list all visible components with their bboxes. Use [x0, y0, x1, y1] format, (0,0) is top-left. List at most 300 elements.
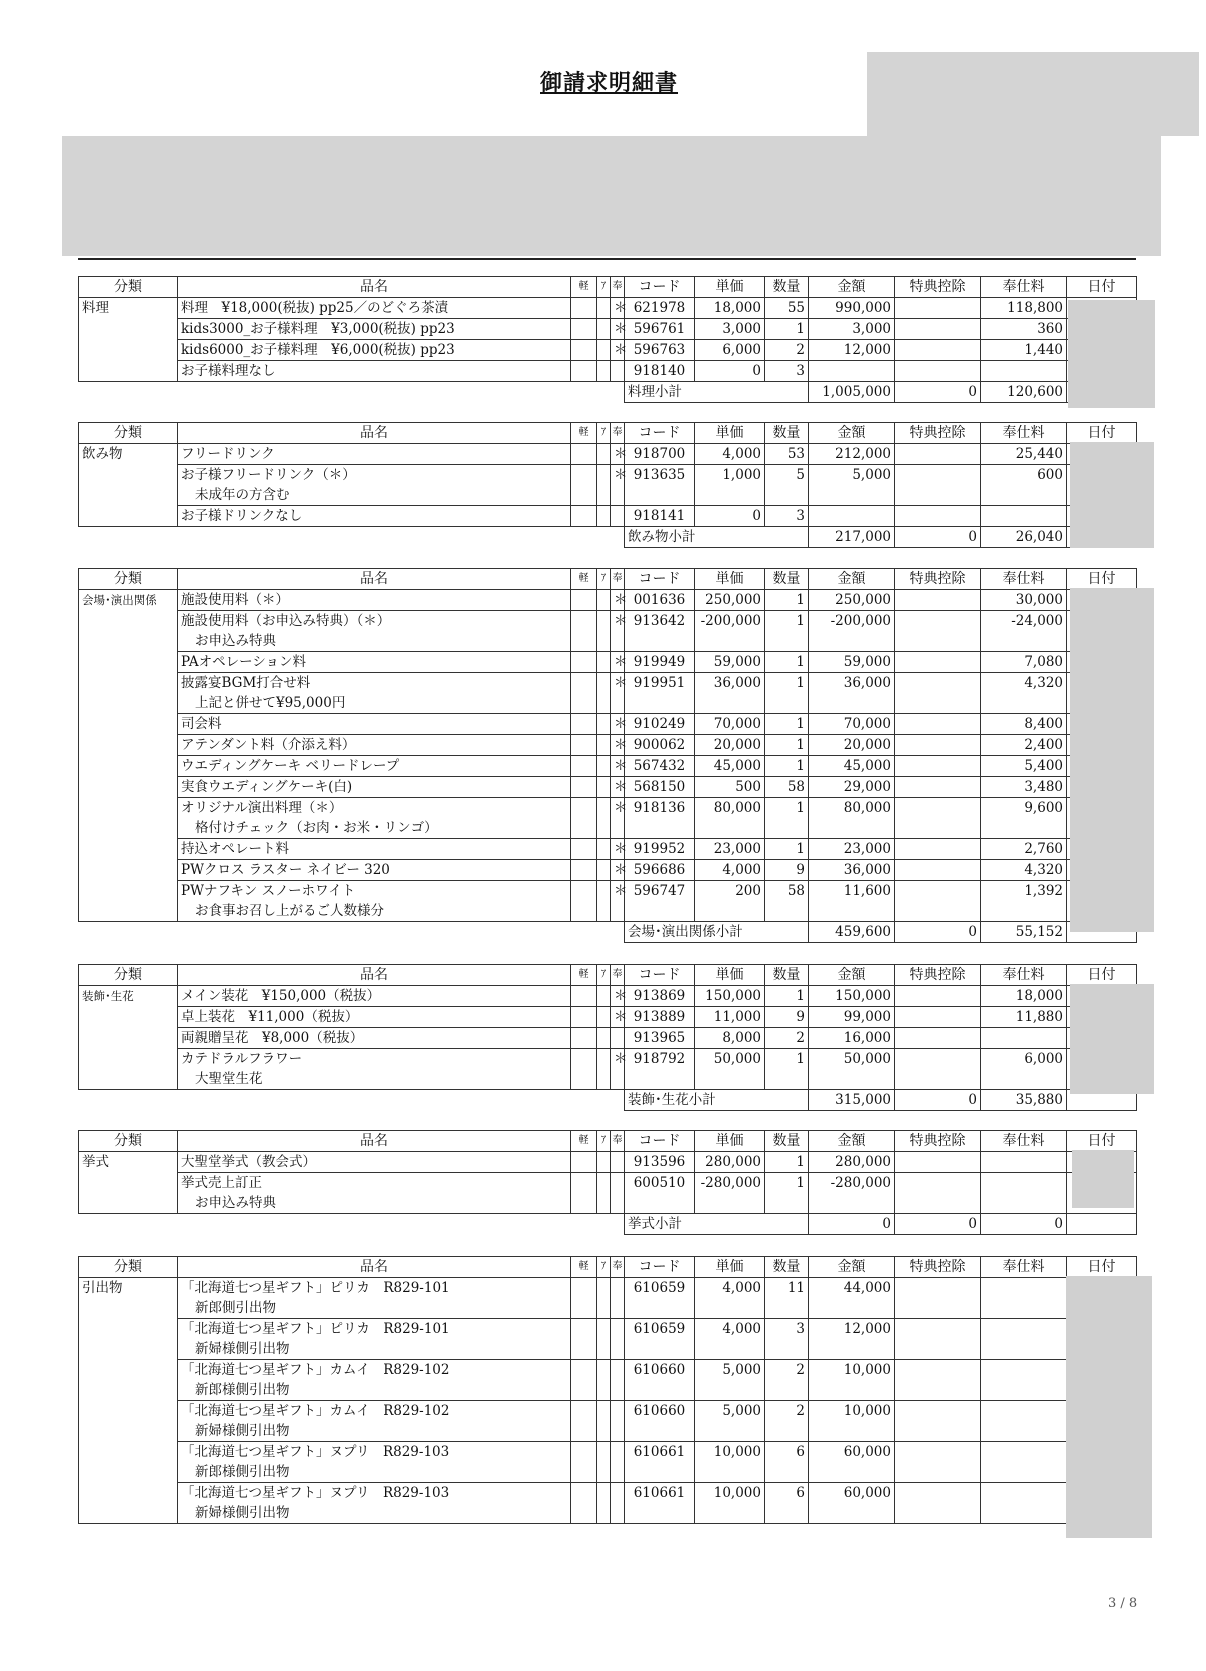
flag-light: [571, 735, 597, 756]
item-note: お食事お召し上がるご人数様分: [195, 903, 384, 919]
deduction: [895, 319, 981, 340]
service-mark: ＊: [611, 611, 625, 652]
deduction: [895, 756, 981, 777]
item-note: 新郎様側引出物: [195, 1464, 290, 1480]
column-header: 奉: [611, 965, 625, 986]
flag-a: [597, 798, 611, 839]
subtotal-service: 55,152: [981, 922, 1067, 943]
service-mark: [611, 1360, 625, 1401]
flag-light: [571, 340, 597, 361]
flag-light: [571, 1028, 597, 1049]
item-name: [178, 756, 571, 777]
amount: 212,000: [809, 444, 895, 465]
flag-light: [571, 714, 597, 735]
unit-price: 5,000: [695, 1360, 765, 1401]
column-header: 奉: [611, 1131, 625, 1152]
item-note: 新郎様側引出物: [195, 1382, 290, 1398]
unit-price: 1,000: [695, 465, 765, 506]
column-header: 奉仕料: [981, 1257, 1067, 1278]
item-code: 600510: [625, 1173, 695, 1214]
deduction: [895, 298, 981, 319]
flag-a: [597, 714, 611, 735]
item-name: [178, 298, 571, 319]
item-code: 918792: [625, 1049, 695, 1090]
unit-price: 11,000: [695, 1007, 765, 1028]
column-header: 日付: [1067, 277, 1137, 298]
item-name: [178, 506, 571, 527]
unit-price: 4,000: [695, 444, 765, 465]
section-table-5: [78, 1256, 1137, 1524]
amount: 23,000: [809, 839, 895, 860]
flag-light: [571, 1319, 597, 1360]
unit-price: 5,000: [695, 1401, 765, 1442]
table-row: [79, 652, 1137, 673]
amount: [809, 361, 895, 382]
table-row: [79, 1007, 1137, 1028]
service-fee: [981, 1028, 1067, 1049]
deduction: [895, 735, 981, 756]
table-row: [79, 340, 1137, 361]
subtotal-service: 35,880: [981, 1090, 1067, 1111]
table-row: [79, 1028, 1137, 1049]
flag-a: [597, 340, 611, 361]
item-note: 新婦様側引出物: [195, 1505, 290, 1521]
column-header: 軽: [571, 1131, 597, 1152]
column-header: 日付: [1067, 965, 1137, 986]
flag-light: [571, 444, 597, 465]
column-header: 金額: [809, 569, 895, 590]
deduction: [895, 465, 981, 506]
column-header: コード: [625, 423, 695, 444]
item-name-line: 「北海道七つ星ギフト」ピリカ R829-101: [181, 1280, 450, 1296]
deduction: [895, 1173, 981, 1214]
table-row: [79, 444, 1137, 465]
deduction: [895, 798, 981, 839]
column-header: ｱ: [597, 1257, 611, 1278]
table-row: [79, 735, 1137, 756]
table-row: [79, 506, 1137, 527]
subtotal-deduction: 0: [895, 527, 981, 548]
column-header: コード: [625, 1257, 695, 1278]
service-mark: [611, 1278, 625, 1319]
divider: [78, 258, 1136, 260]
quantity: 2: [765, 340, 809, 361]
subtotal-label: 会場･演出関係小計: [625, 922, 809, 943]
table-row: [79, 590, 1137, 611]
deduction: [895, 839, 981, 860]
service-fee: 2,760: [981, 839, 1067, 860]
category-cell: 料理: [79, 298, 178, 382]
deduction: [895, 361, 981, 382]
flag-light: [571, 1007, 597, 1028]
item-name-line: 「北海道七つ星ギフト」ヌプリ R829-103: [181, 1444, 450, 1460]
item-name: [178, 798, 571, 839]
unit-price: 0: [695, 506, 765, 527]
service-mark: ＊: [611, 881, 625, 922]
unit-price: 45,000: [695, 756, 765, 777]
redaction-date: [1066, 1276, 1152, 1538]
quantity: 1: [765, 590, 809, 611]
table-row: [79, 1360, 1137, 1401]
column-header: 奉: [611, 277, 625, 298]
flag-a: [597, 1360, 611, 1401]
amount: 60,000: [809, 1442, 895, 1483]
item-name-line: 両親贈呈花 ¥8,000（税抜）: [181, 1030, 364, 1046]
deduction: [895, 1278, 981, 1319]
flag-light: [571, 361, 597, 382]
item-code: 913596: [625, 1152, 695, 1173]
flag-light: [571, 1360, 597, 1401]
table-row: [79, 777, 1137, 798]
page-title: 御請求明細書: [540, 70, 679, 96]
column-header: 特典控除: [895, 277, 981, 298]
amount: 70,000: [809, 714, 895, 735]
item-code: 596747: [625, 881, 695, 922]
column-header: ｱ: [597, 569, 611, 590]
service-mark: ＊: [611, 652, 625, 673]
subtotal-amount: 0: [809, 1214, 895, 1235]
item-note: 未成年の方含む: [195, 487, 290, 503]
service-mark: [611, 1401, 625, 1442]
item-code: 610659: [625, 1278, 695, 1319]
item-note: お申込み特典: [195, 633, 276, 649]
item-code: 596761: [625, 319, 695, 340]
service-fee: [981, 1278, 1067, 1319]
item-name-line: 料理 ¥18,000(税抜) pp25／のどぐろ茶漬: [181, 300, 449, 316]
deduction: [895, 1319, 981, 1360]
item-name-line: 披露宴BGM打合せ料: [181, 675, 311, 691]
table-row: [79, 881, 1137, 922]
deduction: [895, 1007, 981, 1028]
amount: 50,000: [809, 1049, 895, 1090]
column-header: 数量: [765, 1131, 809, 1152]
column-header: 日付: [1067, 423, 1137, 444]
service-fee: 118,800: [981, 298, 1067, 319]
column-header: 単価: [695, 1131, 765, 1152]
flag-light: [571, 1152, 597, 1173]
quantity: 58: [765, 881, 809, 922]
service-mark: ＊: [611, 444, 625, 465]
subtotal-row: [79, 1214, 1137, 1235]
service-fee: [981, 1442, 1067, 1483]
service-mark: ＊: [611, 1007, 625, 1028]
table-row: [79, 319, 1137, 340]
service-fee: 1,392: [981, 881, 1067, 922]
quantity: 2: [765, 1028, 809, 1049]
section-table-0: [78, 276, 1137, 403]
subtotal-amount: 1,005,000: [809, 382, 895, 403]
item-note: 新婦様側引出物: [195, 1341, 290, 1357]
item-name-line: ウエディングケーキ ベリードレープ: [181, 758, 400, 774]
flag-light: [571, 1278, 597, 1319]
service-fee: 4,320: [981, 860, 1067, 881]
column-header: 奉仕料: [981, 569, 1067, 590]
flag-light: [571, 777, 597, 798]
table-row: [79, 756, 1137, 777]
column-header: ｱ: [597, 1131, 611, 1152]
column-header: コード: [625, 277, 695, 298]
column-header: 分類: [79, 423, 178, 444]
item-name: [178, 735, 571, 756]
deduction: [895, 611, 981, 652]
flag-a: [597, 611, 611, 652]
service-fee: 6,000: [981, 1049, 1067, 1090]
item-code: 900062: [625, 735, 695, 756]
deduction: [895, 986, 981, 1007]
flag-a: [597, 1401, 611, 1442]
redaction-date: [1072, 1150, 1134, 1208]
service-mark: ＊: [611, 298, 625, 319]
subtotal-date: [1067, 1214, 1137, 1235]
quantity: 1: [765, 673, 809, 714]
quantity: 5: [765, 465, 809, 506]
flag-a: [597, 652, 611, 673]
service-mark: ＊: [611, 798, 625, 839]
column-header: 数量: [765, 1257, 809, 1278]
flag-light: [571, 611, 597, 652]
service-mark: ＊: [611, 319, 625, 340]
column-header: 日付: [1067, 1257, 1137, 1278]
unit-price: 4,000: [695, 860, 765, 881]
deduction: [895, 1360, 981, 1401]
quantity: 3: [765, 1319, 809, 1360]
service-fee: 5,400: [981, 756, 1067, 777]
item-code: 913889: [625, 1007, 695, 1028]
flag-a: [597, 1028, 611, 1049]
flag-light: [571, 1049, 597, 1090]
item-name-line: メイン装花 ¥150,000（税抜）: [181, 988, 381, 1004]
page-number: 3 / 8: [1108, 1596, 1138, 1611]
deduction: [895, 673, 981, 714]
amount: -280,000: [809, 1173, 895, 1214]
table-row: [79, 1319, 1137, 1360]
unit-price: 10,000: [695, 1442, 765, 1483]
item-note: 新婦様側引出物: [195, 1423, 290, 1439]
table-row: [79, 1049, 1137, 1090]
item-name: [178, 860, 571, 881]
service-fee: 360: [981, 319, 1067, 340]
quantity: 1: [765, 1049, 809, 1090]
item-name-line: 「北海道七つ星ギフト」ピリカ R829-101: [181, 1321, 450, 1337]
flag-light: [571, 673, 597, 714]
amount: 36,000: [809, 860, 895, 881]
column-header: 奉仕料: [981, 277, 1067, 298]
service-mark: ＊: [611, 714, 625, 735]
table-row: [79, 1278, 1137, 1319]
deduction: [895, 1442, 981, 1483]
deduction: [895, 860, 981, 881]
table-row: [79, 1173, 1137, 1214]
item-name-line: 「北海道七つ星ギフト」カムイ R829-102: [181, 1403, 450, 1419]
item-name: [178, 1319, 571, 1360]
item-name-line: 挙式売上訂正: [181, 1175, 262, 1191]
item-name-line: オリジナル演出料理（＊）: [181, 800, 343, 816]
flag-a: [597, 673, 611, 714]
item-name: [178, 673, 571, 714]
category-cell: 装飾･生花: [79, 986, 178, 1090]
deduction: [895, 1049, 981, 1090]
quantity: 2: [765, 1360, 809, 1401]
section-table-1: [78, 422, 1137, 548]
flag-light: [571, 298, 597, 319]
item-note: 大聖堂生花: [195, 1071, 263, 1087]
flag-a: [597, 986, 611, 1007]
amount: 99,000: [809, 1007, 895, 1028]
service-fee: [981, 506, 1067, 527]
quantity: 55: [765, 298, 809, 319]
column-header: 特典控除: [895, 569, 981, 590]
service-mark: [611, 506, 625, 527]
subtotal-amount: 217,000: [809, 527, 895, 548]
subtotal-spacer: [79, 527, 625, 548]
header-row: [79, 423, 1137, 444]
subtotal-spacer: [79, 922, 625, 943]
service-fee: 18,000: [981, 986, 1067, 1007]
unit-price: 200: [695, 881, 765, 922]
service-mark: ＊: [611, 986, 625, 1007]
service-mark: ＊: [611, 735, 625, 756]
column-header: 特典控除: [895, 1131, 981, 1152]
service-fee: [981, 1319, 1067, 1360]
amount: 3,000: [809, 319, 895, 340]
item-name: [178, 1442, 571, 1483]
amount: 12,000: [809, 1319, 895, 1360]
unit-price: 80,000: [695, 798, 765, 839]
item-note: 格付けチェック（お肉・お米・リンゴ）: [195, 820, 438, 836]
item-name-line: PWクロス ラスター ネイビー 320: [181, 862, 390, 878]
subtotal-row: [79, 382, 1137, 403]
column-header: 特典控除: [895, 423, 981, 444]
item-name: [178, 1028, 571, 1049]
column-header: コード: [625, 569, 695, 590]
item-name: [178, 777, 571, 798]
column-header: 品名: [178, 1131, 571, 1152]
column-header: 数量: [765, 569, 809, 590]
item-code: 910249: [625, 714, 695, 735]
quantity: 1: [765, 839, 809, 860]
item-code: 919949: [625, 652, 695, 673]
service-fee: 30,000: [981, 590, 1067, 611]
service-fee: 1,440: [981, 340, 1067, 361]
quantity: 3: [765, 506, 809, 527]
subtotal-deduction: 0: [895, 382, 981, 403]
column-header: 品名: [178, 965, 571, 986]
item-name-line: 施設使用料（お申込み特典）（＊）: [181, 613, 391, 629]
service-fee: [981, 1401, 1067, 1442]
item-name-line: 卓上装花 ¥11,000（税抜）: [181, 1009, 359, 1025]
table-row: [79, 673, 1137, 714]
flag-light: [571, 465, 597, 506]
item-name-line: 持込オペレート料: [181, 841, 289, 857]
amount: 45,000: [809, 756, 895, 777]
column-header: 軽: [571, 569, 597, 590]
item-name-line: 司会料: [181, 716, 222, 732]
column-header: 分類: [79, 965, 178, 986]
quantity: 11: [765, 1278, 809, 1319]
item-note: お申込み特典: [195, 1195, 276, 1211]
amount: 10,000: [809, 1401, 895, 1442]
quantity: 6: [765, 1442, 809, 1483]
service-fee: [981, 1360, 1067, 1401]
quantity: 9: [765, 860, 809, 881]
table-row: [79, 611, 1137, 652]
quantity: 1: [765, 735, 809, 756]
amount: 250,000: [809, 590, 895, 611]
deduction: [895, 590, 981, 611]
column-header: 金額: [809, 1257, 895, 1278]
flag-a: [597, 1173, 611, 1214]
table-row: [79, 465, 1137, 506]
table-row: [79, 1483, 1137, 1524]
flag-a: [597, 1442, 611, 1483]
item-code: 610661: [625, 1483, 695, 1524]
flag-a: [597, 444, 611, 465]
service-mark: ＊: [611, 777, 625, 798]
item-code: 567432: [625, 756, 695, 777]
amount: 60,000: [809, 1483, 895, 1524]
section-table-4: [78, 1130, 1137, 1235]
redaction-header: [62, 136, 1161, 256]
item-name: [178, 444, 571, 465]
header-row: [79, 1131, 1137, 1152]
category-cell: 飲み物: [79, 444, 178, 527]
redaction-date: [1070, 588, 1154, 932]
amount: 59,000: [809, 652, 895, 673]
item-name-line: 「北海道七つ星ギフト」ヌプリ R829-103: [181, 1485, 450, 1501]
unit-price: 18,000: [695, 298, 765, 319]
deduction: [895, 652, 981, 673]
flag-a: [597, 361, 611, 382]
deduction: [895, 777, 981, 798]
item-name: [178, 465, 571, 506]
table-row: [79, 839, 1137, 860]
item-name: [178, 1173, 571, 1214]
section-table-2: [78, 568, 1137, 943]
column-header: 単価: [695, 277, 765, 298]
service-mark: ＊: [611, 465, 625, 506]
item-name-line: 「北海道七つ星ギフト」カムイ R829-102: [181, 1362, 450, 1378]
column-header: ｱ: [597, 277, 611, 298]
flag-light: [571, 756, 597, 777]
unit-price: 4,000: [695, 1278, 765, 1319]
service-fee: 4,320: [981, 673, 1067, 714]
column-header: 奉仕料: [981, 965, 1067, 986]
unit-price: -200,000: [695, 611, 765, 652]
service-fee: -24,000: [981, 611, 1067, 652]
item-code: 596686: [625, 860, 695, 881]
column-header: 数量: [765, 965, 809, 986]
amount: 150,000: [809, 986, 895, 1007]
deduction: [895, 444, 981, 465]
item-name: [178, 590, 571, 611]
column-header: 数量: [765, 277, 809, 298]
unit-price: 6,000: [695, 340, 765, 361]
quantity: 1: [765, 652, 809, 673]
table-row: [79, 986, 1137, 1007]
item-code: 918136: [625, 798, 695, 839]
amount: -200,000: [809, 611, 895, 652]
column-header: コード: [625, 1131, 695, 1152]
flag-light: [571, 860, 597, 881]
subtotal-deduction: 0: [895, 1214, 981, 1235]
flag-a: [597, 1319, 611, 1360]
column-header: 奉: [611, 1257, 625, 1278]
flag-a: [597, 735, 611, 756]
column-header: 分類: [79, 569, 178, 590]
item-name-line: kids6000_お子様料理 ¥6,000(税抜) pp23: [181, 342, 455, 358]
column-header: 奉仕料: [981, 1131, 1067, 1152]
quantity: 1: [765, 611, 809, 652]
